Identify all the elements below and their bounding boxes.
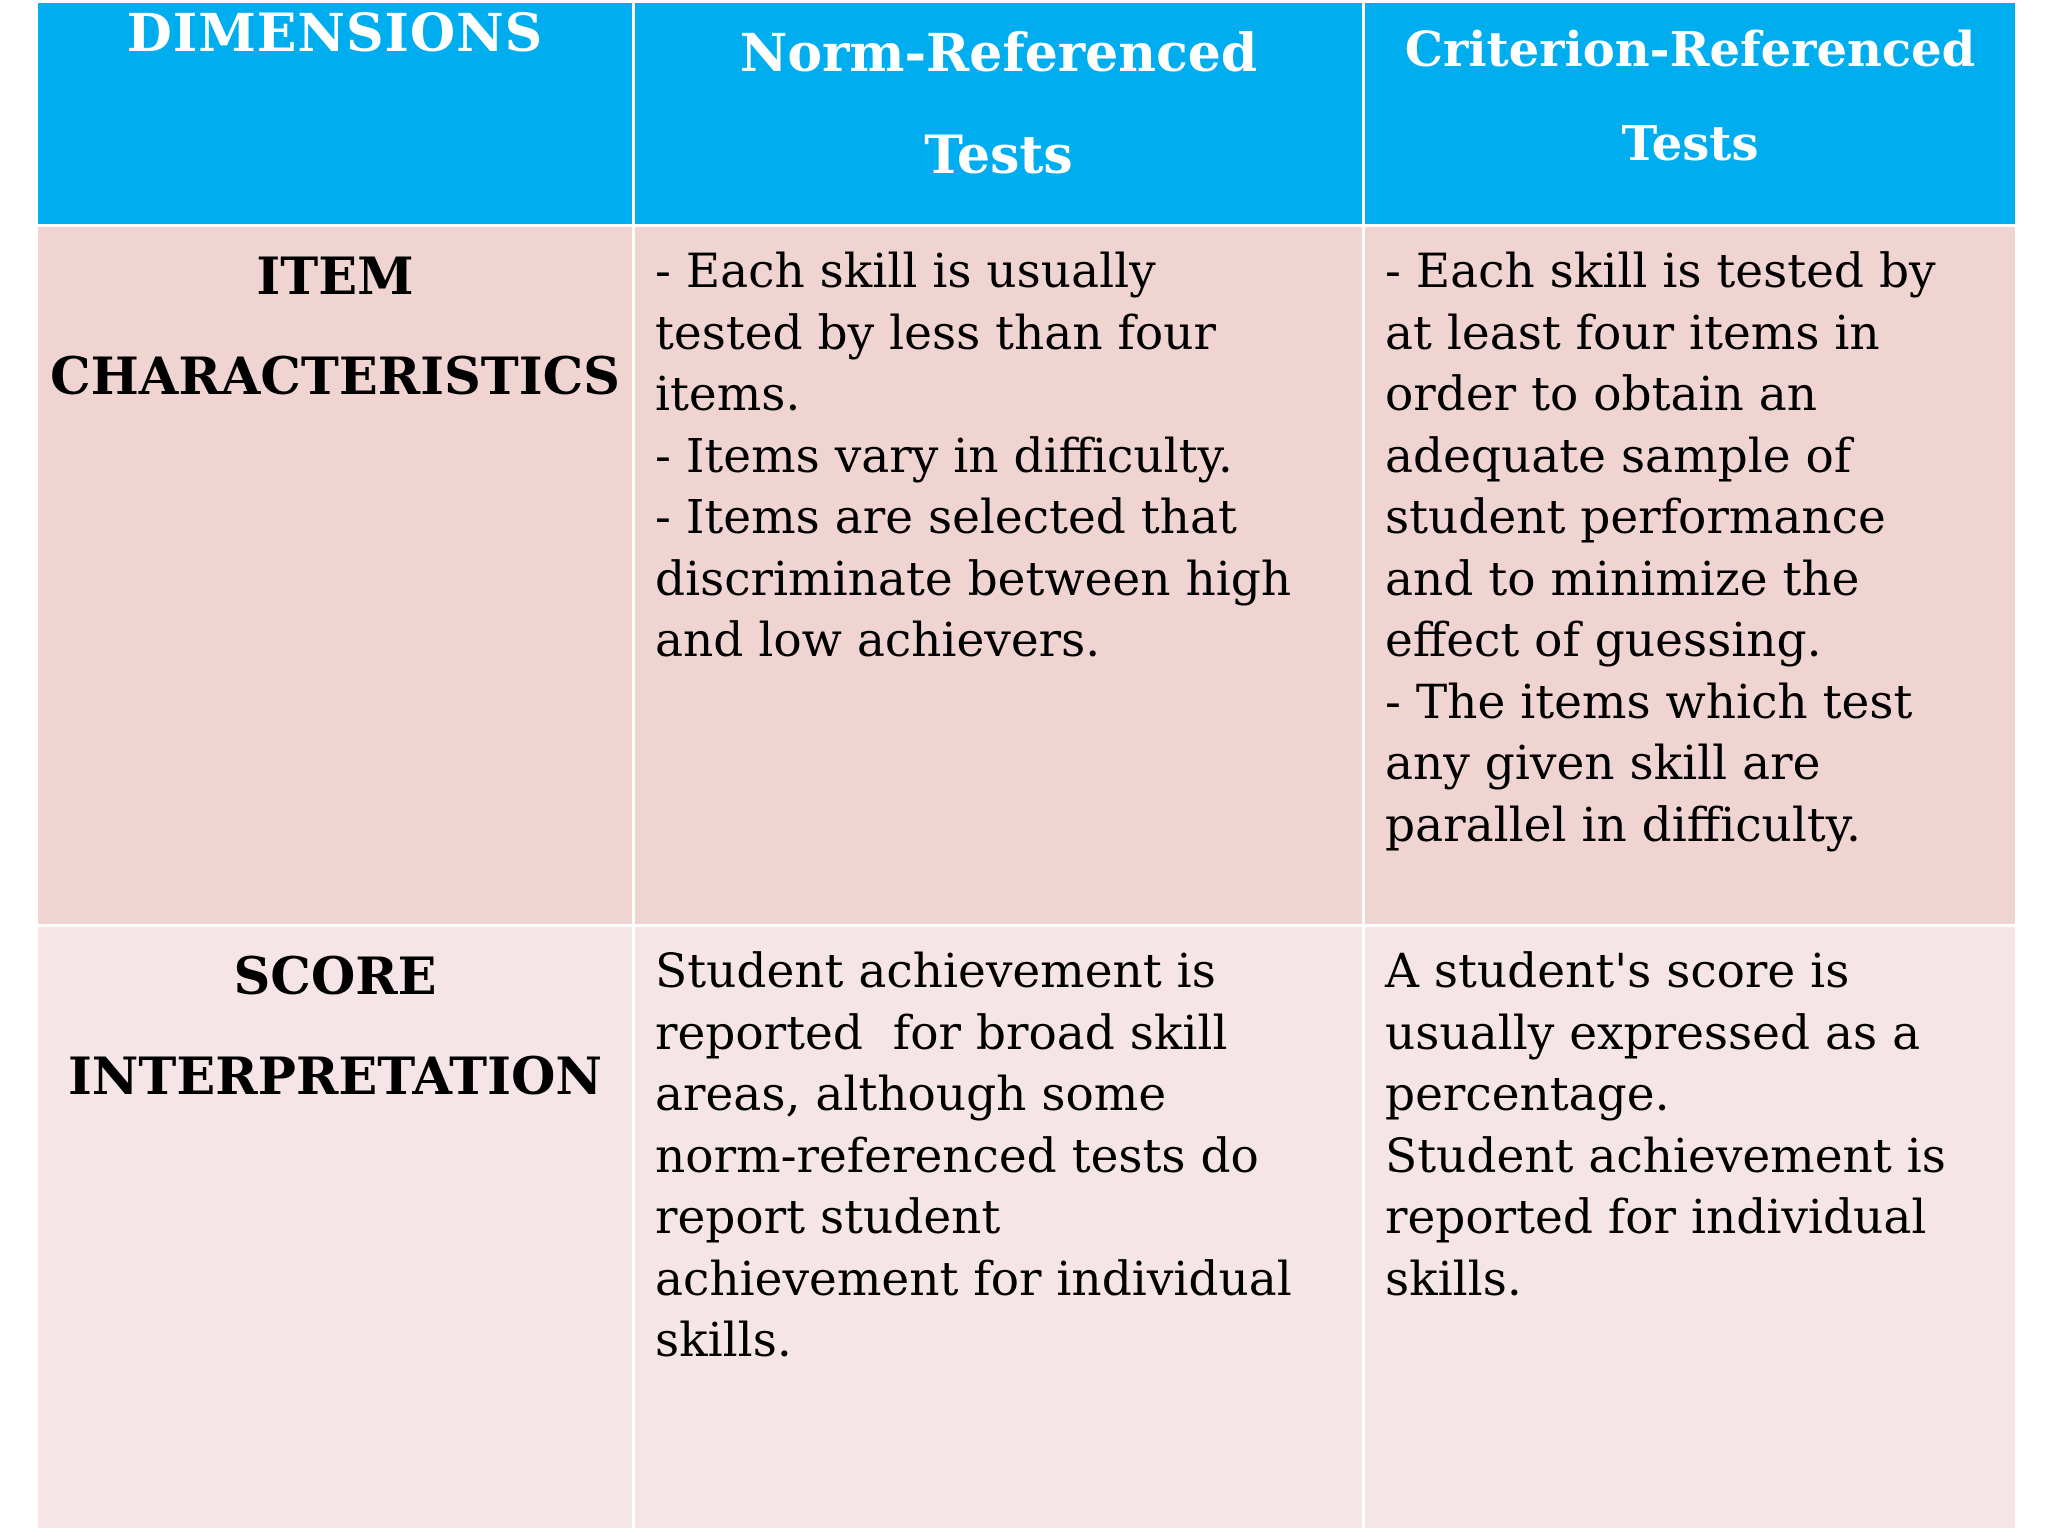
cell-criterion-item-characteristics xyxy=(1364,226,2017,926)
cell-text-line: skills. xyxy=(655,1313,792,1368)
cell-text-line: usually expressed as a xyxy=(1385,1005,1921,1061)
cell-text-line: A student's score is xyxy=(1385,944,1850,999)
cell-text-line: any given skill are xyxy=(1385,736,1821,791)
header-norm-line1: Norm-Referenced xyxy=(739,23,1258,84)
cell-text-line: student performance xyxy=(1385,490,1886,545)
row-label-line1: ITEM xyxy=(256,247,414,307)
header-criterion-line1: Criterion-Referenced xyxy=(1404,22,1976,78)
header-row xyxy=(37,2,2017,226)
cell-text-line: Student achievement is xyxy=(655,944,1216,999)
cell-criterion-score-interpretation xyxy=(1364,926,2017,1530)
cell-text-line: discriminate between high xyxy=(655,551,1292,607)
row-label-line2: INTERPRETATION xyxy=(67,1047,603,1107)
cell-text-line: items. xyxy=(655,367,801,422)
cell-text-line: order to obtain an xyxy=(1385,367,1818,422)
cell-text-line: reported for individual xyxy=(1385,1190,1927,1245)
row-score-interpretation xyxy=(37,926,2017,1530)
cell-text-line: Student achievement is xyxy=(1385,1128,1946,1184)
row-label-score-interpretation xyxy=(37,926,634,1530)
row-item-characteristics xyxy=(37,226,2017,926)
row-label-item-characteristics xyxy=(37,226,634,926)
header-dimensions xyxy=(37,2,634,226)
cell-norm-score-interpretation xyxy=(634,926,1364,1530)
cell-text-line: reported for broad skill xyxy=(655,1005,1228,1061)
cell-text-line: and low achievers. xyxy=(655,613,1101,668)
cell-text-line: - Each skill is usually xyxy=(655,244,1156,299)
cell-text-line: adequate sample of xyxy=(1385,428,1852,484)
cell-norm-item-characteristics xyxy=(634,226,1364,926)
header-criterion-referenced xyxy=(1364,2,2017,226)
header-norm-referenced xyxy=(634,2,1364,226)
cell-text-line: - The items which test xyxy=(1385,674,1913,730)
cell-text-line: norm-referenced tests do xyxy=(655,1128,1259,1184)
cell-text-line: - Each skill is tested by xyxy=(1385,244,1936,299)
header-dimensions-label: DIMENSIONS xyxy=(126,3,544,64)
cell-text-line: report student xyxy=(655,1190,1001,1245)
cell-text-line: - Items are selected that xyxy=(655,490,1237,545)
cell-text-line: effect of guessing. xyxy=(1385,613,1822,668)
comparison-table xyxy=(35,0,2018,1531)
cell-text-line: achievement for individual xyxy=(655,1251,1292,1307)
cell-text-line: - Items vary in difficulty. xyxy=(655,428,1233,484)
cell-text-line: and to minimize the xyxy=(1385,551,1860,607)
row-label-line1: SCORE xyxy=(233,947,437,1007)
cell-text-line: skills. xyxy=(1385,1251,1522,1307)
row-label-line2: CHARACTERISTICS xyxy=(49,347,620,407)
header-norm-line2: Tests xyxy=(924,125,1073,186)
cell-text-line: percentage. xyxy=(1385,1067,1670,1122)
cell-text-line: parallel in difficulty. xyxy=(1385,797,1861,853)
cell-text-line: at least four items in xyxy=(1385,305,1880,361)
cell-text-line: tested by less than four xyxy=(655,305,1216,361)
header-criterion-line2: Tests xyxy=(1621,116,1759,172)
cell-text-line: areas, although some xyxy=(655,1067,1167,1122)
